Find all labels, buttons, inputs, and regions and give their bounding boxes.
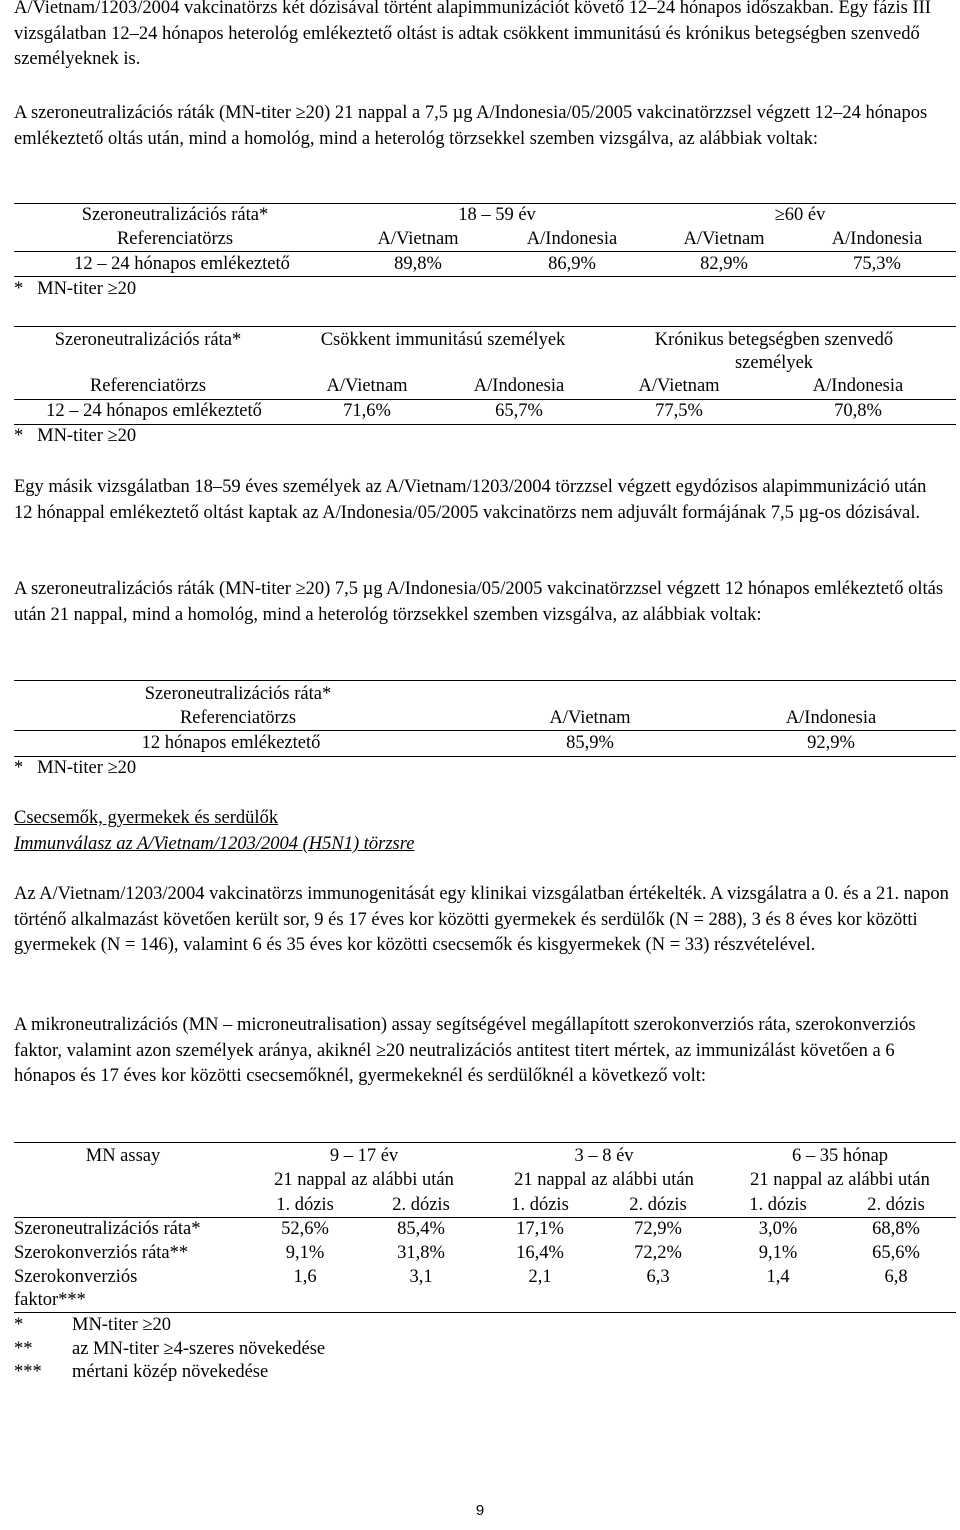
row-label-seroconversion-factor: Szerokonverziós — [14, 1267, 138, 1287]
footnote-text: mértani közép növekedése — [72, 1362, 269, 1382]
row-label-seroconversion: Szerokonverziós ráta** — [14, 1243, 189, 1263]
table-cell: 6,3 — [646, 1267, 670, 1287]
col-indonesia: A/Indonesia — [812, 376, 904, 396]
dose-2-header: 2. dózis — [629, 1195, 687, 1215]
row-label-seroneutralization: Szeroneutralizációs ráta* — [14, 1219, 201, 1239]
col-vietnam: A/Vietnam — [638, 376, 720, 396]
footnote-mark: *** — [14, 1362, 42, 1382]
dose-2-header: 2. dózis — [867, 1195, 925, 1215]
col-vietnam: A/Vietnam — [549, 708, 631, 728]
table-rule — [14, 730, 956, 731]
row-label-booster: 12 – 24 hónapos emlékeztető — [46, 401, 262, 421]
table-cell: 70,8% — [834, 401, 882, 421]
group-header-60-plus: ≥60 év — [774, 205, 826, 225]
col-vietnam: A/Vietnam — [326, 376, 408, 396]
table-cell: 92,9% — [807, 733, 855, 753]
table-rule — [14, 756, 956, 757]
table-cell: 31,8% — [397, 1243, 445, 1263]
row-label-seroconversion-factor-line2: faktor*** — [14, 1290, 86, 1310]
subheader: 21 nappal az alábbi után — [514, 1170, 694, 1190]
page-number: 9 — [475, 1502, 485, 1519]
table-cell: 65,7% — [495, 401, 543, 421]
col-indonesia: A/Indonesia — [526, 229, 618, 249]
group-header-9-17: 9 – 17 év — [329, 1146, 399, 1166]
table-rule — [14, 1142, 956, 1143]
group-header-immunocompromised: Csökkent immunitású személyek — [320, 330, 566, 350]
paragraph-mn-assay: A mikroneutralizációs (MN – microneutralisation) assay segítségével megállapított szerokonverziós ráta, szerokonverziós faktor, valamint azon személyek aránya, akiknél ≥20 neutralizációs antitest titert mértek, az immunizálást követően a 6 hónapos és 17 éves kor közötti csecsemőknél, gyermekeknél és serdülőknél a következő volt: — [14, 1015, 916, 1087]
paragraph-seroneutralization-1: A szeroneutralizációs ráták (MN-titer ≥20) 21 nappal a 7,5 µg A/Indonesia/05/2005 vakcinatörzzsel végzett 12–24 hónapos emlékeztető oltás után, mind a homológ, mind a heterológ törzsekkel szemben vizsgálva, az alábbiak voltak: — [14, 103, 928, 149]
row-label-booster: 12 – 24 hónapos emlékeztető — [74, 254, 290, 274]
paragraph-intro: A/Vietnam/1203/2004 vakcinatörzs két dózisával történt alapimmunizációt követő 12–24 hónapos időszakban. Egy fázis III vizsgálatban 12–24 hónapos heterológ emlékeztető oltást is adtak csökkent immunitású és krónikus betegségben szenvedő személyeknek is. — [14, 0, 931, 70]
table-rule — [14, 326, 956, 327]
table-cell: 9,1% — [758, 1243, 798, 1263]
group-header-6-35: 6 – 35 hónap — [791, 1146, 889, 1166]
table-cell: 86,9% — [548, 254, 596, 274]
dose-1-header: 1. dózis — [749, 1195, 807, 1215]
table-cell: 2,1 — [528, 1267, 552, 1287]
subheader: 21 nappal az alábbi után — [274, 1170, 454, 1190]
row-label-booster: 12 hónapos emlékeztető — [141, 733, 321, 753]
table-cell: 6,8 — [884, 1267, 908, 1287]
table-title: Szeroneutralizációs ráta* — [144, 684, 332, 704]
table-cell: 85,9% — [566, 733, 614, 753]
footnote: * MN-titer ≥20 — [14, 758, 137, 778]
table-rule — [14, 1312, 956, 1313]
paragraph-seroneutralization-2: A szeroneutralizációs ráták (MN-titer ≥20) 7,5 µg A/Indonesia/05/2005 vakcinatörzzsel végzett 12 hónapos emlékeztető oltás után 21 nappal, mind a homológ, mind a heterológ törzsekkel szemben vizsgálva, az alábbiak voltak: — [14, 579, 944, 625]
dose-1-header: 1. dózis — [276, 1195, 334, 1215]
footnote-text: MN-titer ≥20 — [72, 1315, 172, 1335]
row-label-reference: Referenciatörzs — [89, 376, 207, 396]
table-cell: 71,6% — [343, 401, 391, 421]
table-cell: 85,4% — [397, 1219, 445, 1239]
section-heading: Csecsemők, gyermekek és serdülők — [14, 808, 279, 828]
table-cell: 1,6 — [293, 1267, 317, 1287]
table-cell: 72,2% — [634, 1243, 682, 1263]
group-header-3-8: 3 – 8 év — [574, 1146, 634, 1166]
table-title: Szeroneutralizációs ráta* — [54, 330, 242, 350]
table-rule — [14, 680, 956, 681]
col-indonesia: A/Indonesia — [785, 708, 877, 728]
table-cell: 3,1 — [409, 1267, 433, 1287]
dose-1-header: 1. dózis — [511, 1195, 569, 1215]
group-header-18-59: 18 – 59 év — [458, 205, 536, 225]
footnote: * MN-titer ≥20 — [14, 426, 137, 446]
col-indonesia: A/Indonesia — [473, 376, 565, 396]
row-label-reference: Referenciatörzs — [116, 229, 234, 249]
col-vietnam: A/Vietnam — [377, 229, 459, 249]
table-cell: 82,9% — [700, 254, 748, 274]
table-cell: 1,4 — [766, 1267, 790, 1287]
table-title: Szeroneutralizációs ráta* — [81, 205, 269, 225]
table-rule — [14, 424, 956, 425]
table-rule — [14, 251, 956, 252]
paragraph-other-study: Egy másik vizsgálatban 18–59 éves személyek az A/Vietnam/1203/2004 törzzsel végzett egydózisos alapimmunizáció után 12 hónappal emlékeztető oltást kaptak az A/Indonesia/05/2005 vakcinatörzs nem adjuvált formájának 7,5 µg-os dózisával. — [14, 477, 927, 523]
row-label-reference: Referenciatörzs — [179, 708, 297, 728]
table-cell: 52,6% — [281, 1219, 329, 1239]
table-cell: 16,4% — [516, 1243, 564, 1263]
table-cell: 17,1% — [516, 1219, 564, 1239]
subheader: 21 nappal az alábbi után — [750, 1170, 930, 1190]
footnote-mark: * — [14, 1315, 24, 1335]
header-mn-assay: MN assay — [85, 1146, 161, 1166]
table-cell: 75,3% — [853, 254, 901, 274]
table-cell: 9,1% — [285, 1243, 325, 1263]
table-rule — [14, 276, 956, 277]
dose-2-header: 2. dózis — [392, 1195, 450, 1215]
table-cell: 65,6% — [872, 1243, 920, 1263]
footnote: * MN-titer ≥20 — [14, 279, 137, 299]
table-cell: 68,8% — [872, 1219, 920, 1239]
paragraph-children-study: Az A/Vietnam/1203/2004 vakcinatörzs immunogenitását egy klinikai vizsgálatban értékelték. A vizsgálatra a 0. és a 21. napon történő alkalmazást követően került sor, 9 és 17 éves kor közötti gyermekek és serdülők (N = 288), 3 és 8 éves kor közötti gyermekek (N = 146), valamint 6 és 35 éves kor közötti csecsemők és kisgyermekek (N = 33) részvételével. — [14, 884, 949, 956]
col-vietnam: A/Vietnam — [683, 229, 765, 249]
footnote-mark: ** — [14, 1339, 33, 1359]
col-indonesia: A/Indonesia — [831, 229, 923, 249]
group-header-chronic-line2: személyek — [734, 353, 814, 373]
subsection-heading: Immunválasz az A/Vietnam/1203/2004 (H5N1) törzsre — [14, 834, 415, 854]
table-cell: 3,0% — [758, 1219, 798, 1239]
group-header-chronic: Krónikus betegségben szenvedő — [654, 330, 894, 350]
footnote-text: az MN-titer ≥4-szeres növekedése — [72, 1339, 326, 1359]
table-cell: 89,8% — [394, 254, 442, 274]
table-cell: 72,9% — [634, 1219, 682, 1239]
table-cell: 77,5% — [655, 401, 703, 421]
